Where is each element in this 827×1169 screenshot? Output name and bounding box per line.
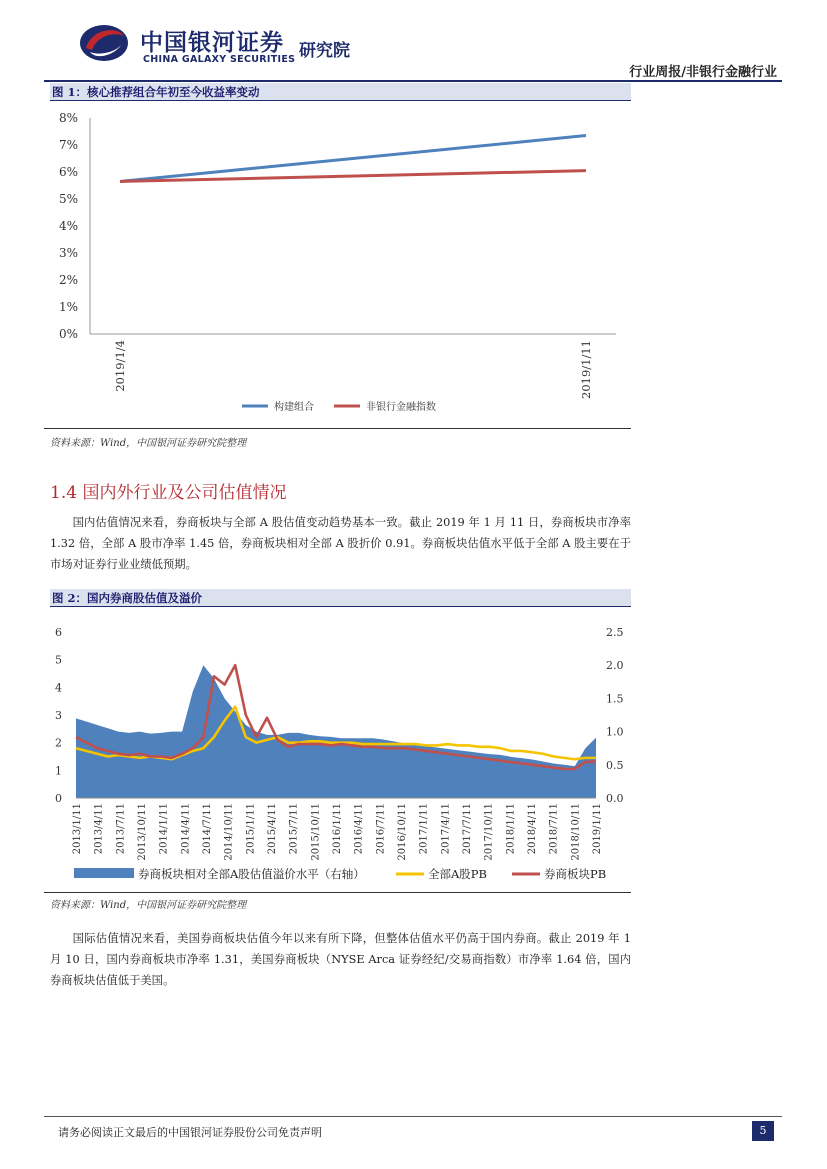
- x-tick-label: 2013/4/11: [93, 803, 105, 855]
- x-tick-label: 2019/1/4: [113, 340, 127, 392]
- figure2-caption: 图 2：国内券商股估值及溢价: [50, 589, 631, 607]
- y-right-tick-label: 1.5: [606, 692, 624, 706]
- y-tick-label: 8%: [58, 111, 78, 125]
- legend-label: 券商板块PB: [544, 867, 607, 881]
- x-tick-label: 2017/10/11: [483, 803, 495, 861]
- x-tick-label: 2016/7/11: [375, 803, 387, 855]
- footer-disclaimer: 请务必阅读正文最后的中国银河证券股份公司免责声明: [58, 1126, 322, 1139]
- x-tick-label: 2018/7/11: [548, 803, 560, 855]
- y-left-tick-label: 0: [55, 792, 62, 805]
- page-number: 5: [752, 1121, 774, 1141]
- figure1-caption: 图 1：核心推荐组合年初至今收益率变动: [50, 83, 631, 101]
- y-left-tick-label: 5: [55, 653, 62, 667]
- figure2-source: 资料来源：Wind，中国银河证券研究院整理: [50, 900, 247, 911]
- brand-name-cn: 中国银河证券: [140, 30, 284, 56]
- x-tick-label: 2019/1/11: [579, 340, 593, 399]
- x-tick-label: 2014/4/11: [180, 803, 192, 855]
- y-tick-label: 6%: [58, 165, 78, 179]
- legend-label: 构建组合: [274, 402, 314, 413]
- x-tick-label: 2018/4/11: [527, 803, 538, 855]
- x-tick-label: 2013/7/11: [115, 803, 127, 855]
- legend-swatch: [74, 868, 134, 878]
- y-tick-label: 4%: [58, 219, 78, 233]
- premium-area: [76, 665, 596, 798]
- legend-label: 全部A股PB: [428, 867, 487, 881]
- section-title: 1.4 国内外行业及公司估值情况: [50, 483, 287, 503]
- y-tick-label: 7%: [58, 138, 78, 152]
- legend-label: 非银行金融指数: [366, 402, 436, 413]
- figure1-source: 资料来源：Wind，中国银河证券研究院整理: [50, 438, 247, 449]
- x-tick-label: 2019/1/11: [592, 803, 603, 855]
- y-left-tick-label: 3: [55, 709, 62, 722]
- x-tick-label: 2017/4/11: [440, 803, 452, 855]
- y-right-tick-label: 1.0: [606, 725, 624, 739]
- report-category: 行业周报/非银行金融行业: [629, 65, 777, 80]
- legend-label: 券商板块相对全部A股估值溢价水平（右轴）: [138, 867, 365, 881]
- x-tick-label: 2016/1/11: [332, 803, 343, 855]
- x-tick-label: 2014/1/11: [158, 803, 170, 855]
- y-left-tick-label: 6: [55, 626, 62, 639]
- x-tick-label: 2017/7/11: [462, 803, 473, 855]
- y-tick-label: 1%: [58, 300, 78, 314]
- x-tick-label: 2015/7/11: [288, 803, 300, 855]
- figure2-source-divider: [44, 892, 631, 893]
- figure1-source-divider: [44, 428, 631, 429]
- y-right-tick-label: 2.0: [606, 659, 624, 673]
- institute-label: 研究院: [299, 41, 350, 61]
- header-divider: [44, 80, 782, 82]
- figure2-chart: [44, 620, 631, 890]
- international-paragraph: 国际估值情况来看，美国券商板块估值今年以来有所下降，但整体估值水平仍高于国内券商。截止 2019 年 1 月 10 日，国内券商板块市净率 1.31，美国券商板块（NYSE Arca 证券经纪/交易商指数）市净率 1.64 倍，国内券商板块估值低于美国。: [50, 932, 631, 987]
- y-left-tick-label: 1: [55, 764, 62, 778]
- y-left-tick-label: 4: [55, 681, 62, 695]
- y-tick-label: 5%: [58, 192, 78, 206]
- y-right-tick-label: 0.5: [606, 758, 624, 772]
- x-tick-label: 2017/1/11: [418, 803, 430, 855]
- x-tick-label: 2014/7/11: [202, 803, 213, 855]
- galaxy-logo-icon: [78, 22, 130, 64]
- y-right-tick-label: 0.0: [606, 792, 624, 805]
- figure1-chart: [44, 102, 631, 424]
- footer-divider: [44, 1116, 782, 1117]
- y-right-tick-label: 2.5: [606, 626, 624, 639]
- x-tick-label: 2015/1/11: [245, 803, 257, 855]
- x-tick-label: 2016/10/11: [397, 803, 408, 861]
- x-tick-label: 2013/10/11: [137, 803, 148, 861]
- x-tick-label: 2015/10/11: [310, 803, 322, 861]
- brand-name-en: CHINA GALAXY SECURITIES: [143, 54, 296, 65]
- x-tick-label: 2014/10/11: [223, 803, 235, 861]
- y-tick-label: 0%: [58, 327, 78, 341]
- x-tick-label: 2016/4/11: [353, 803, 365, 855]
- x-tick-label: 2018/1/11: [505, 803, 517, 855]
- y-left-tick-label: 2: [55, 736, 62, 750]
- y-tick-label: 3%: [58, 246, 78, 260]
- section-paragraph: 国内估值情况来看，券商板块与全部 A 股估值变动趋势基本一致。截止 2019 年 1 月 11 日，券商板块市净率 1.32 倍，全部 A 股市净率 1.45 倍，券商板块相对全部 A 股折价 0.91。券商板块估值水平低于全部 A 股主要在于市场对证券行业业绩低预期。: [50, 516, 631, 571]
- x-tick-label: 2015/4/11: [267, 803, 278, 855]
- x-tick-label: 2018/10/11: [570, 803, 582, 861]
- x-tick-label: 2013/1/11: [72, 803, 83, 855]
- y-tick-label: 2%: [58, 273, 78, 287]
